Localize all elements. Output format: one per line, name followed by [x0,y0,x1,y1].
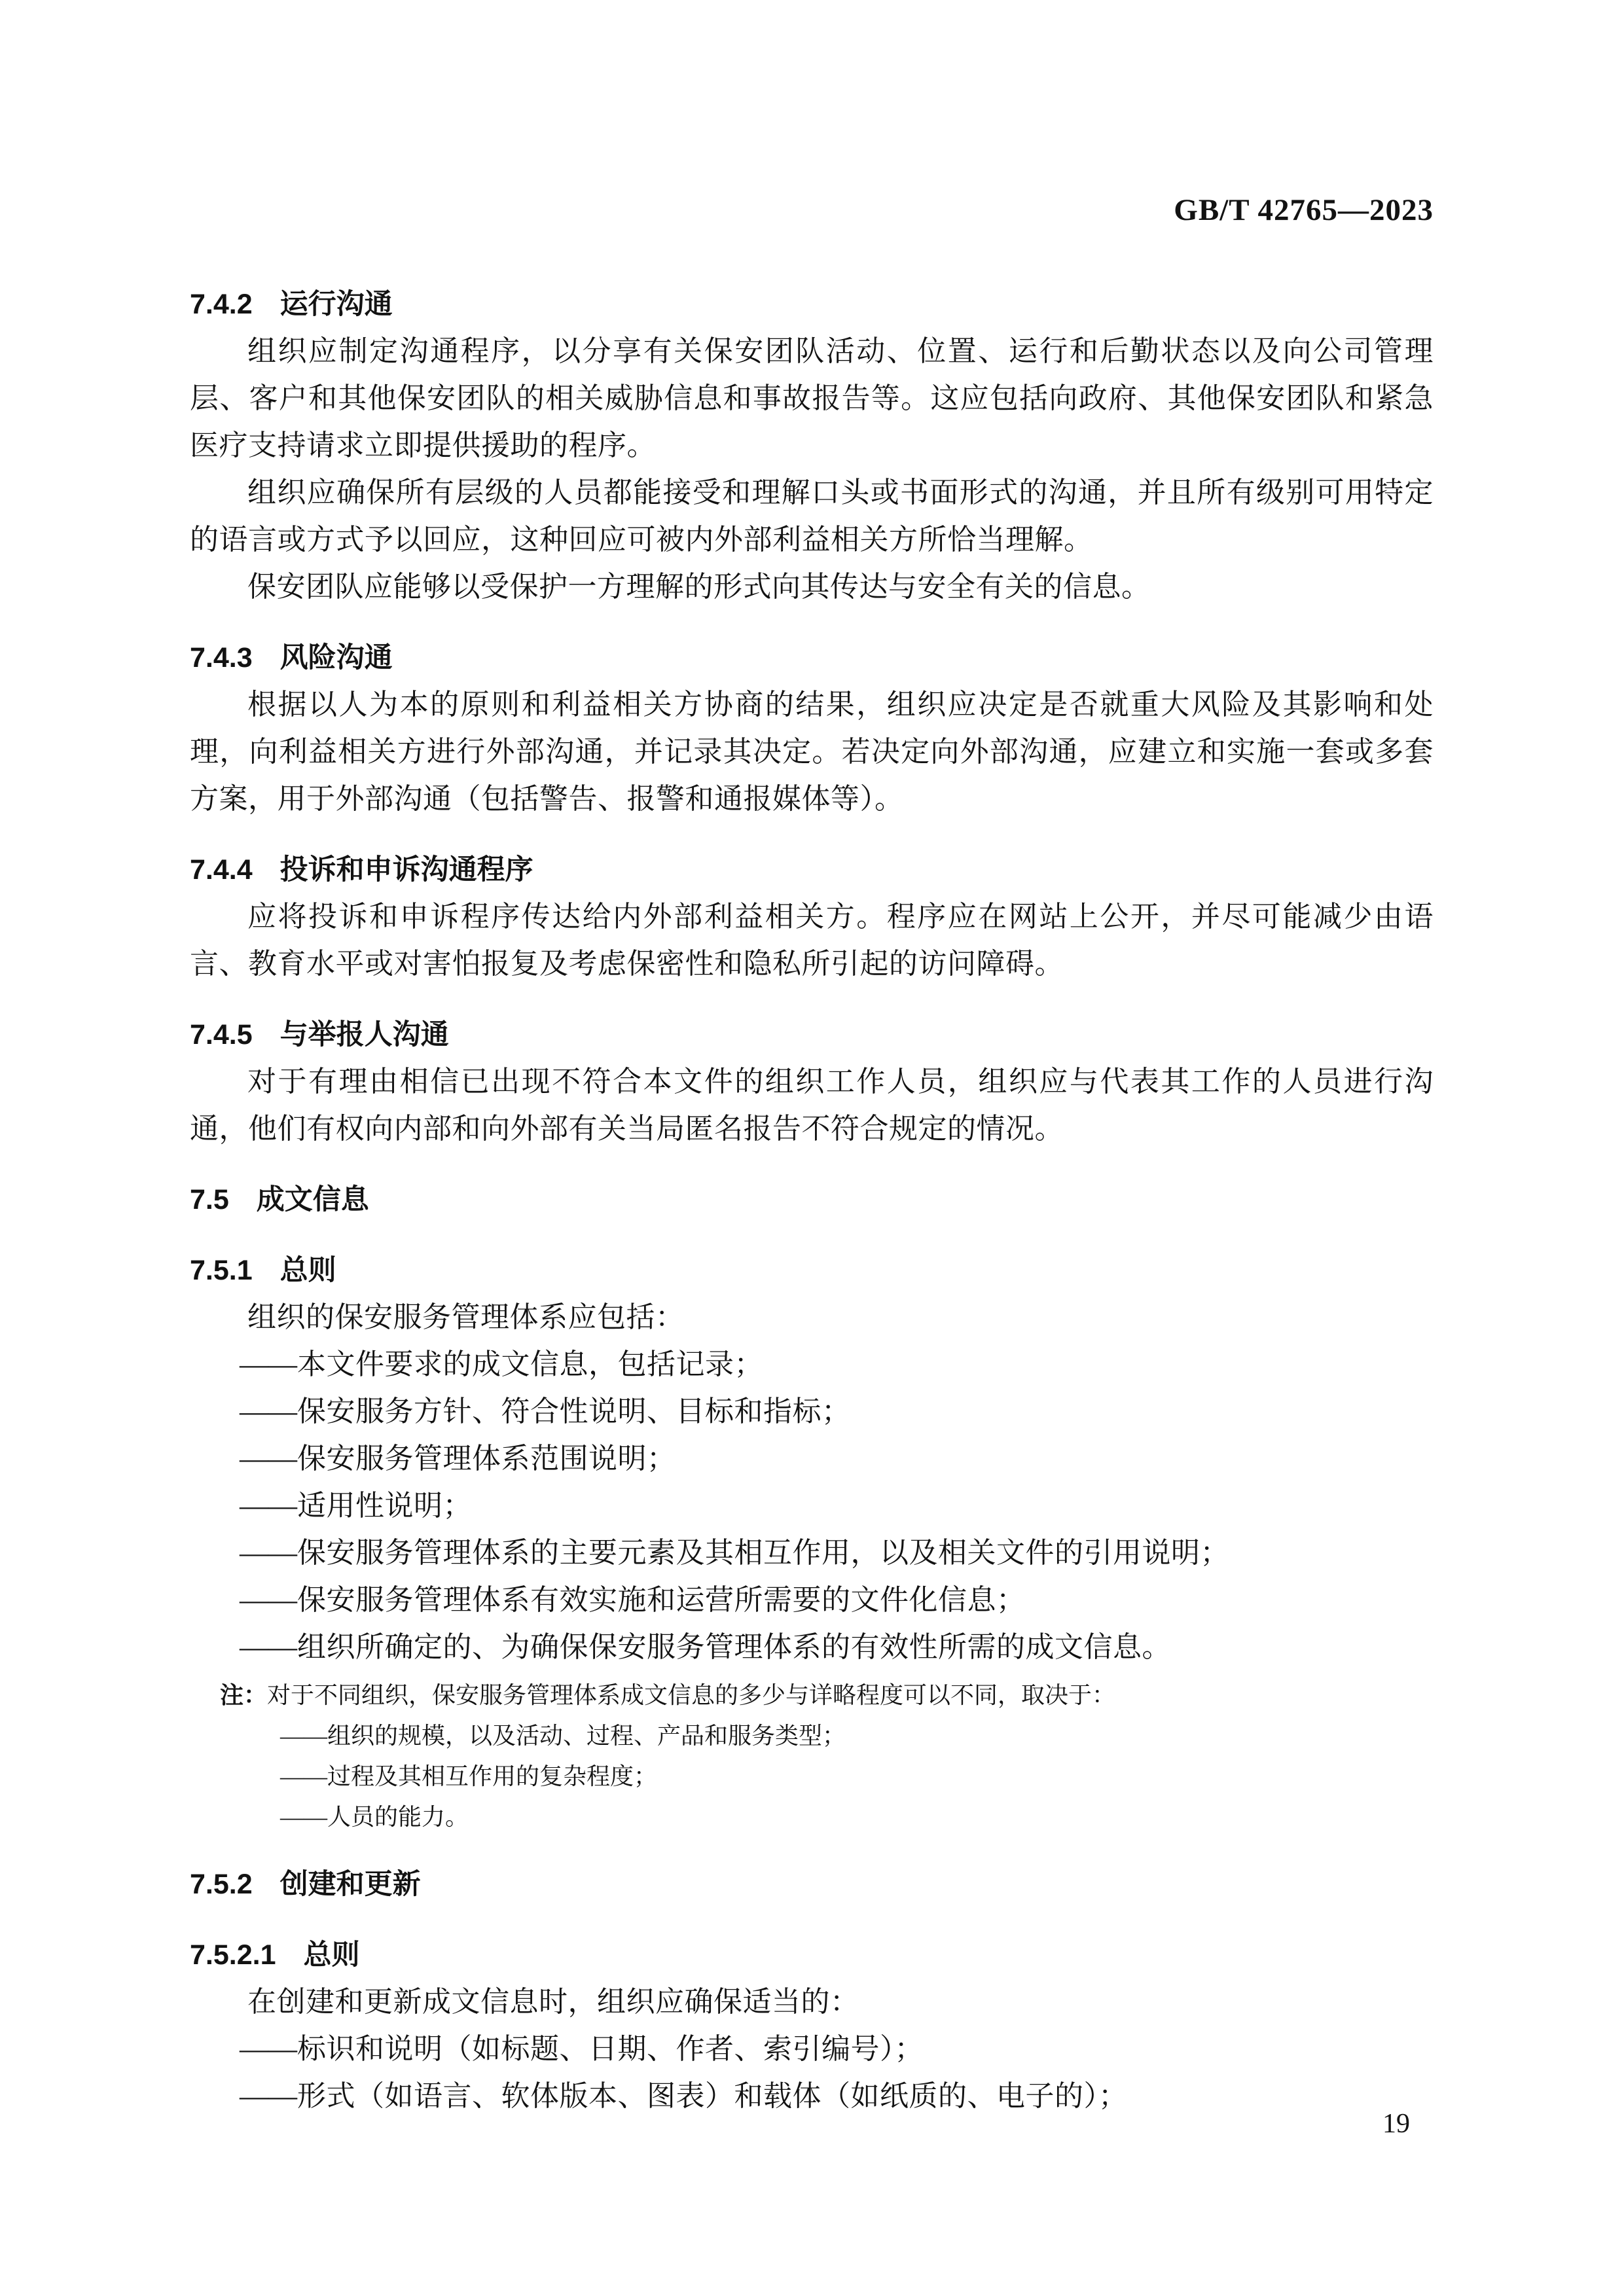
list-dash: —— [240,1395,297,1427]
list-dash: —— [240,1537,297,1569]
section-number: 7.5.2.1 [190,1939,276,1971]
list-item-text: 适用性说明； [297,1490,472,1522]
list-dash: —— [280,1804,327,1830]
list-item-text: 保安服务管理体系范围说明； [297,1443,676,1475]
section-number: 7.5.2 [190,1869,253,1900]
section-title: 成文信息 [256,1184,369,1215]
list-dash: —— [240,1348,297,1380]
list-dash: —— [240,1631,297,1663]
section-heading-7.5.2 [190,1861,1434,1908]
note-list-item [190,1797,1434,1837]
section-heading-7.5.1 [190,1247,1434,1294]
paragraph [190,328,1434,469]
list-item [190,1577,1434,1624]
list-item-text: 保安服务管理体系有效实施和运营所需要的文件化信息； [297,1584,1026,1616]
list-item-text: 形式（如语言、软体版本、图表）和载体（如纸质的、电子的）； [297,2080,1128,2112]
paragraph-text: 组织的保安服务管理体系应包括： [247,1301,685,1333]
section-title: 投诉和申诉沟通程序 [280,854,533,886]
paragraph-text: 保安团队应能够以受保护一方理解的形式向其传达与安全有关的信息。 [247,571,1151,603]
list-item-text: 标识和说明（如标题、日期、作者、索引编号）； [297,2033,924,2065]
note-list-item-text: 组织的规模，以及活动、过程、产品和服务类型； [327,1723,846,1749]
section-number: 7.4.3 [190,642,253,673]
section-title: 总则 [280,1255,336,1286]
note-list-item [190,1715,1434,1756]
list-item [190,1341,1434,1388]
page-content [190,193,1434,2120]
standard-code-header: GB/T 42765—2023 [1174,193,1434,227]
section-title: 总则 [303,1939,360,1971]
list-item-text: 组织所确定的、为确保保安服务管理体系的有效性所需的成文信息。 [297,1631,1171,1663]
document-body [190,281,1434,2120]
list-dash: —— [240,1443,297,1475]
list-dash: —— [280,1723,327,1749]
list-dash: —— [240,2080,297,2112]
list-dash: —— [240,2033,297,2065]
section-number: 7.4.4 [190,854,253,886]
section-title: 创建和更新 [280,1869,421,1900]
paragraph [190,893,1434,988]
page-number: 19 [1382,2109,1410,2139]
list-item-text: 保安服务管理体系的主要元素及其相互作用，以及相关文件的引用说明； [297,1537,1229,1569]
section-title: 运行沟通 [280,289,393,320]
section-number: 7.4.5 [190,1019,253,1050]
paragraph [190,564,1434,611]
list-item [190,2026,1434,2073]
paragraph-text: 组织应确保所有层级的人员都能接受和理解口头或书面形式的沟通，并且所有级别可用特定的语言或方式予以回应，这种回应可被内外部利益相关方所恰当理解。 [190,476,1434,556]
paragraph [190,1058,1434,1153]
note-text: 对于不同组织，保安服务管理体系成文信息的多少与详略程度可以不同，取决于： [267,1682,1116,1708]
paragraph [190,1294,1434,1341]
note-list-item-text: 人员的能力。 [327,1804,469,1830]
list-item [190,1624,1434,1671]
paragraph [190,1979,1434,2026]
list-item [190,1530,1434,1577]
paragraph-text: 应将投诉和申诉程序传达给内外部利益相关方。程序应在网站上公开，并尽可能减少由语言、教育水平或对害怕报复及考虑保密性和隐私所引起的访问障碍。 [190,901,1434,980]
paragraph-text: 根据以人为本的原则和利益相关方协商的结果，组织应决定是否就重大风险及其影响和处理，向利益相关方进行外部沟通，并记录其决定。若决定向外部沟通，应建立和实施一套或多套方案，用于外部沟通（包括警告、报警和通报媒体等）。 [190,689,1434,815]
section-number: 7.5.1 [190,1255,253,1286]
list-item [190,2073,1434,2120]
paragraph-text: 组织应制定沟通程序，以分享有关保安团队活动、位置、运行和后勤状态以及向公司管理层、客户和其他保安团队的相关威胁信息和事故报告等。这应包括向政府、其他保安团队和紧急医疗支持请求立即提供援助的程序。 [190,335,1434,461]
section-heading-7.4.3 [190,634,1434,681]
list-dash: —— [240,1584,297,1616]
section-title: 与举报人沟通 [280,1019,449,1050]
note [190,1675,1434,1715]
paragraph-text: 对于有理由相信已出现不符合本文件的组织工作人员，组织应与代表其工作的人员进行沟通，他们有权向内部和向外部有关当局匿名报告不符合规定的情况。 [190,1066,1434,1145]
note-label: 注： [220,1681,268,1708]
section-number: 7.4.2 [190,289,253,320]
section-heading-7.4.5 [190,1011,1434,1058]
list-item [190,1388,1434,1435]
section-number: 7.5 [190,1184,229,1215]
note-list-item-text: 过程及其相互作用的复杂程度； [327,1763,658,1789]
list-item [190,1435,1434,1482]
list-item [190,1482,1434,1530]
section-title: 风险沟通 [280,642,393,673]
list-dash: —— [240,1490,297,1522]
note-list-item [190,1756,1434,1797]
list-item-text: 本文件要求的成文信息，包括记录； [297,1348,763,1380]
paragraph-text: 在创建和更新成文信息时，组织应确保适当的： [247,1986,859,2018]
list-item-text: 保安服务方针、符合性说明、目标和指标； [297,1395,851,1427]
list-dash: —— [280,1763,327,1789]
paragraph [190,681,1434,823]
section-heading-7.5 [190,1176,1434,1223]
paragraph [190,469,1434,564]
section-heading-7.5.2.1 [190,1931,1434,1979]
section-heading-7.4.4 [190,846,1434,893]
section-heading-7.4.2 [190,281,1434,328]
